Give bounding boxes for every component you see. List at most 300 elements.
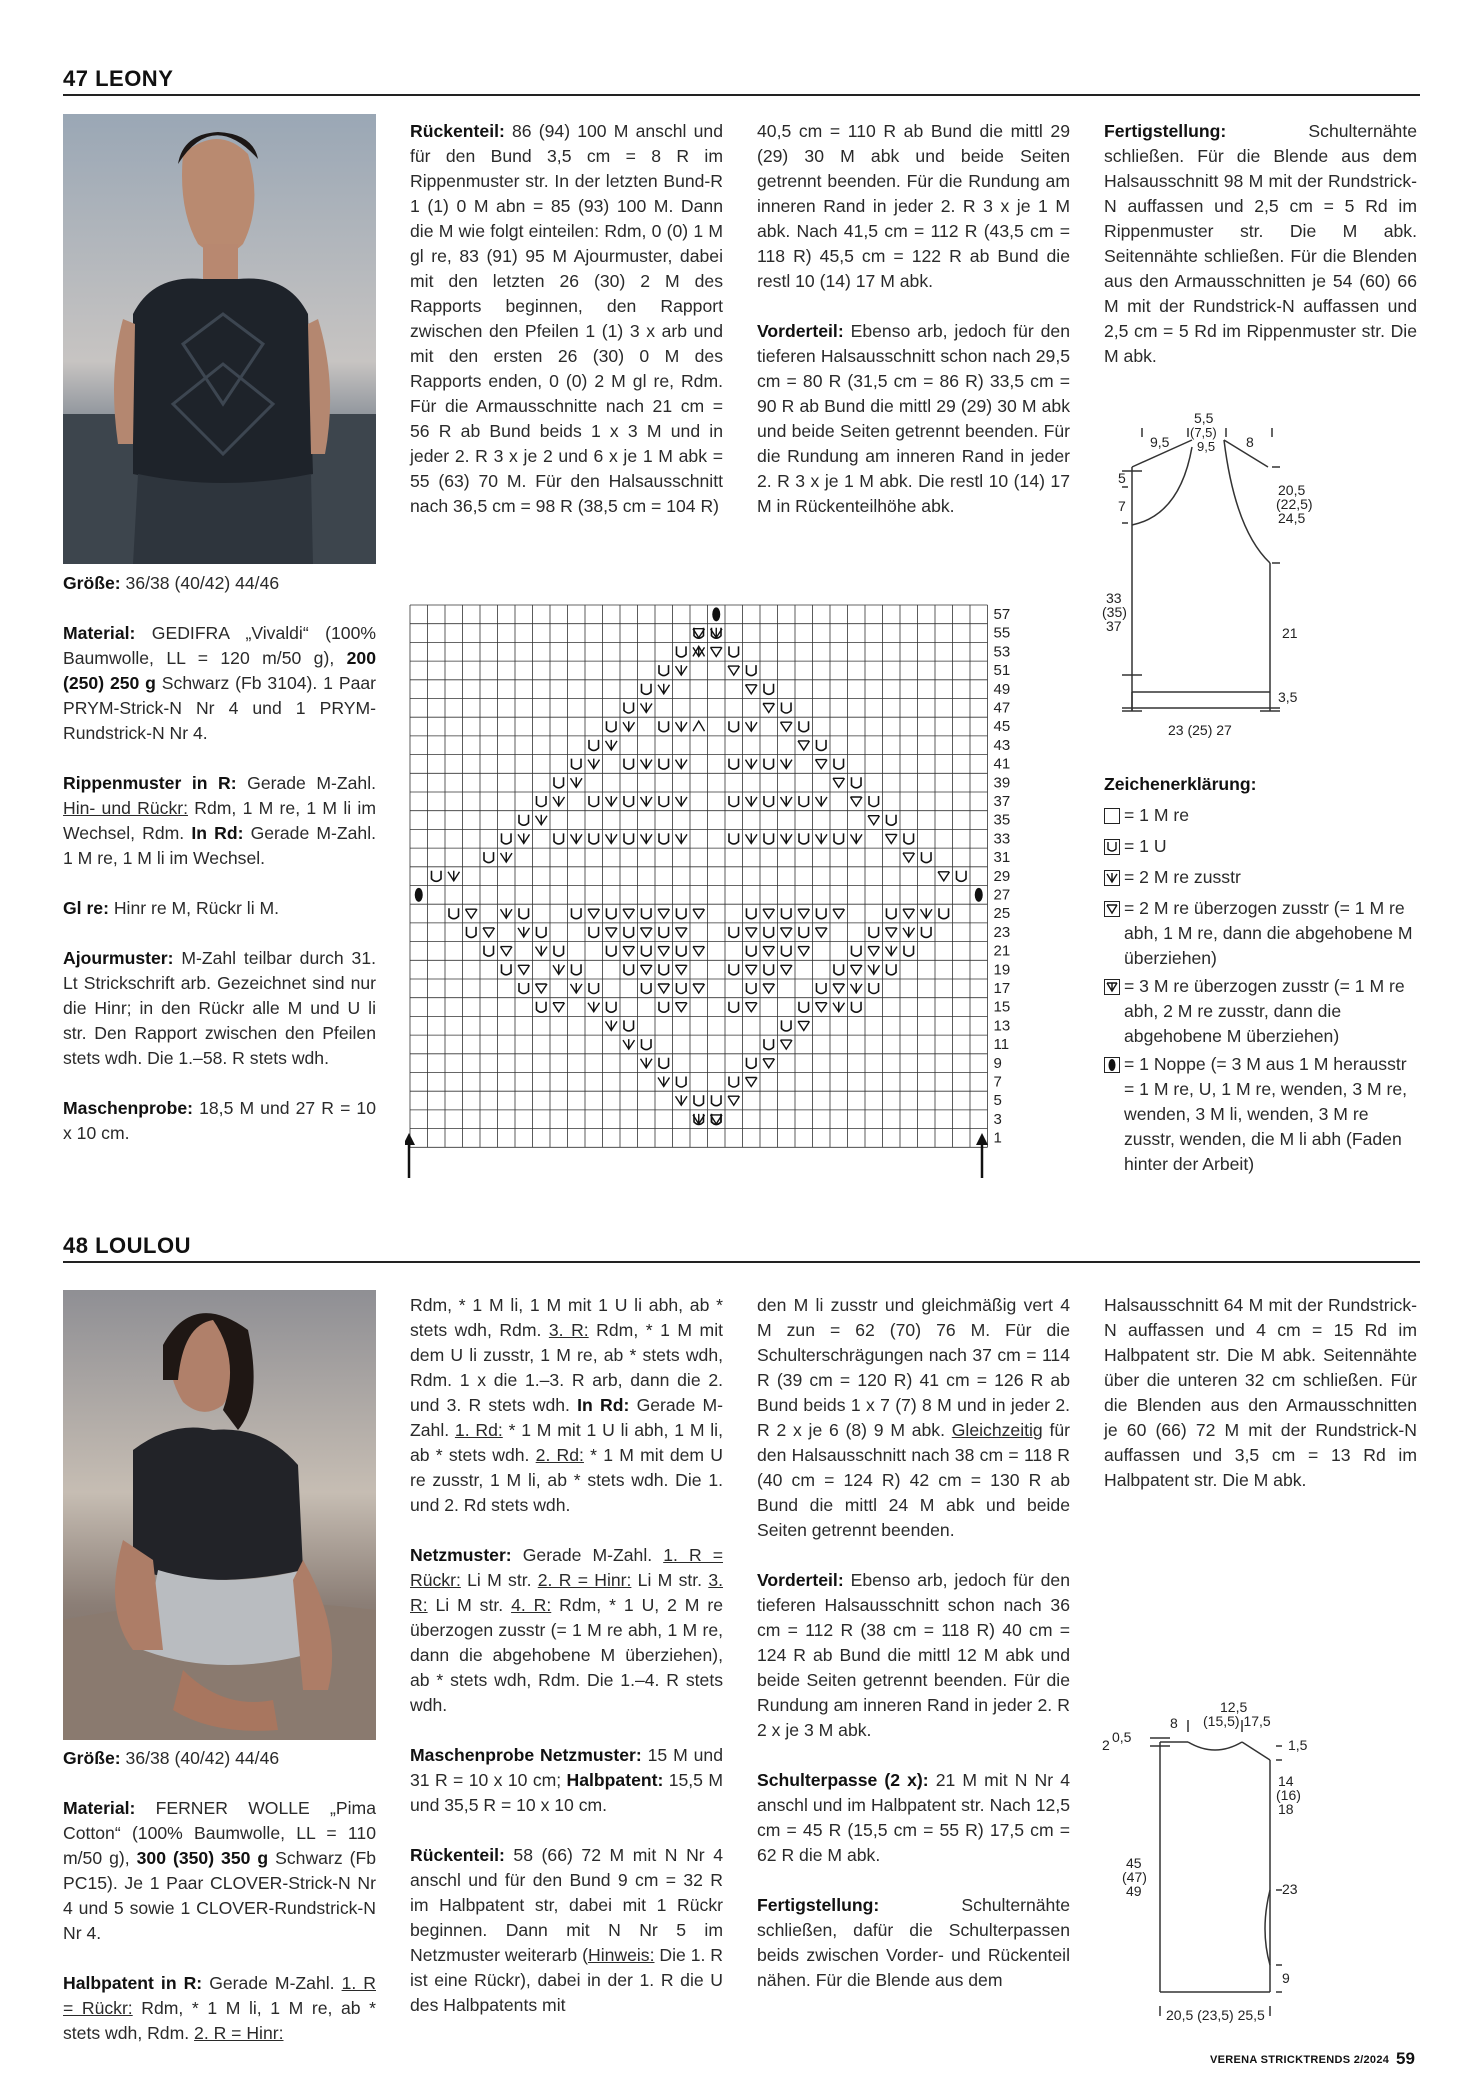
chart-symbol-R — [606, 796, 618, 806]
back-cont-48: den M li zusstr und gleichmäßig vert 4 M zun = 62 (70) 76 M. Für die Schulterschrägungen nach 37 cm = 114 R (39 cm = 120 R) 41 cm = 126 R ab Bund beids 1 x 7 (7) 8 M und in jeder 2. R 2 x je 6 (8) 9 M abk. — [757, 1295, 1070, 1440]
chart-symbol-U — [887, 908, 897, 919]
chart-symbol-U — [904, 946, 914, 957]
yoke-2: (15,5) 17,5 — [1203, 1713, 1271, 1729]
chart-symbol-R — [588, 1002, 600, 1012]
chart-symbol-U — [747, 908, 757, 919]
chart-symbol-L — [693, 909, 705, 918]
chart-symbol-B — [712, 607, 720, 621]
armhole-2: (22,5) — [1276, 496, 1313, 512]
chart-symbol-U — [624, 759, 634, 770]
neck-width-3: 9,5 — [1197, 439, 1216, 454]
chart-symbol-R — [781, 796, 793, 806]
chart-symbol-R — [746, 721, 758, 731]
chart-symbol-R — [781, 759, 793, 769]
chart-symbol-B — [415, 888, 423, 902]
chart-symbol-U — [782, 908, 792, 919]
legend-symbol-sk2p-icon — [1104, 974, 1124, 1002]
page-number: 59 — [1396, 2049, 1415, 2068]
chart-symbol-R — [816, 796, 828, 806]
chart-symbol-L — [536, 984, 548, 993]
chart-row-label: 35 — [993, 811, 1011, 829]
legend-row — [1104, 974, 1420, 1049]
material-label-48: Material: — [63, 1798, 136, 1818]
chart-symbol-U — [904, 833, 914, 844]
back-label-48: Rückenteil: — [410, 1845, 505, 1865]
chart-symbol-R — [536, 946, 548, 956]
len-3: 49 — [1126, 1883, 1142, 1899]
chart-symbol-U — [659, 964, 669, 975]
chart-symbol-R — [851, 983, 863, 993]
gauge-halfpatent: Halbpatent: — [566, 1770, 664, 1790]
chart-symbol-R — [623, 721, 635, 731]
legend-row — [1104, 865, 1420, 893]
legend-text: = 1 M re — [1124, 805, 1190, 825]
chart-row-label: 21 — [993, 942, 1011, 960]
ajour-label: Ajourmuster: — [63, 948, 174, 968]
chart-symbol-U — [624, 703, 634, 714]
rib-text-3: Gerade M-Zahl. 1 M re, 1 M li im Wechsel. — [63, 823, 377, 868]
chart-symbol-U — [607, 908, 617, 919]
chart-symbol-U — [764, 1039, 774, 1050]
schematic-loulou — [1100, 1690, 1340, 2030]
chart-symbol-R — [606, 740, 618, 750]
legend-text: = 1 U — [1124, 836, 1167, 856]
chart-symbol-U — [607, 946, 617, 957]
chart-symbol-U — [834, 759, 844, 770]
hp-in-rd: In Rd: — [577, 1395, 630, 1415]
halfpatent-label: Halbpatent in R: — [63, 1973, 203, 1993]
chart-symbol-U — [729, 1002, 739, 1013]
chart-symbol-U — [519, 908, 529, 919]
chart-symbol-L — [763, 909, 775, 918]
chart-symbol-U — [729, 646, 739, 657]
chart-symbol-R — [676, 721, 688, 731]
chart-symbol-L — [746, 928, 758, 937]
chart-symbol-R — [501, 852, 513, 862]
front-label-48: Vorderteil: — [757, 1570, 844, 1590]
chart-symbol-L — [641, 965, 653, 974]
net-text-3: Li M str. — [631, 1570, 709, 1590]
size-label-48: Größe: — [63, 1748, 121, 1768]
chart-symbol-L — [606, 928, 618, 937]
chart-symbol-U — [729, 1077, 739, 1088]
legend — [1104, 772, 1420, 1180]
chart-symbol-L — [781, 928, 793, 937]
chart-symbol-U — [712, 1095, 722, 1106]
width: 23 (25) 27 — [1168, 722, 1232, 738]
yoke-1: 12,5 — [1220, 1699, 1248, 1715]
hp-cont-5: * 1 M mit dem U re zusstr, 1 M li, ab * stets wdh. Die 1. und 2. Rd stets wdh. — [410, 1445, 723, 1515]
chart-symbol-R — [606, 833, 618, 843]
chart-symbol-U — [957, 871, 967, 882]
front-text: Ebenso arb, jedoch für den tieferen Halsausschnitt schon nach 29,5 cm = 80 R (31,5 cm = 86 R) 33,5 cm = 90 R ab Bund die mittl 29 (29) 30 M abk und beide Seiten getrennt beenden. Für die Rundung am inneren Rand in jeder 2. R 3 x je 1 M abk. Die restl 10 (14) 17 M in Rückenteilhöhe abk. — [757, 321, 1070, 516]
chart-symbol-L — [886, 834, 898, 843]
chart-symbol-L — [728, 1096, 740, 1105]
chart-row-label: 41 — [993, 755, 1011, 773]
middle-column-47 — [757, 119, 1070, 544]
chart-symbol-U — [852, 777, 862, 788]
chart-symbol-R — [676, 759, 688, 769]
side-3: 37 — [1106, 618, 1122, 634]
net-text-5: Rdm, * 1 U, 2 M re überzogen zusstr (= 1 M re abh, 1 M re, dann die abgehobene M überziehen), ab * stets wdh, Rdm. Die 1.–4. R stets wdh. — [410, 1595, 723, 1715]
chart-symbol-U — [747, 665, 757, 676]
chart-symbol-R — [903, 927, 915, 937]
pattern-47-title: 47 LEONY — [63, 66, 174, 91]
legend-text: = 2 M re zusstr — [1124, 867, 1241, 887]
chart-symbol-L — [798, 947, 810, 956]
chart-symbol-R — [588, 759, 600, 769]
chart-symbol-L — [676, 928, 688, 937]
chart-symbol-U — [659, 759, 669, 770]
legend-symbol-bobble-icon — [1104, 1052, 1124, 1080]
gauge-text: 18,5 M und 27 R = 10 x 10 cm. — [63, 1098, 376, 1143]
chart-symbol-U — [694, 1095, 704, 1106]
chart-symbol-R — [571, 833, 583, 843]
chart-symbol-L — [903, 853, 915, 862]
chart-grid — [410, 605, 988, 1147]
chart-symbol-R — [676, 833, 688, 843]
chart-symbol-R — [518, 833, 530, 843]
chart-symbol-R — [553, 796, 565, 806]
chart-row-label: 27 — [993, 886, 1011, 904]
finish-label: Fertigstellung: — [1104, 121, 1227, 141]
chart-symbol-U — [799, 796, 809, 807]
chart-symbol-U — [449, 908, 459, 919]
size-value: 36/38 (40/42) 44/46 — [120, 573, 280, 593]
chart-symbol-U — [572, 908, 582, 919]
chart-symbol-L — [623, 947, 635, 956]
chart-symbol-L — [746, 1078, 758, 1087]
chart-row-label: 29 — [993, 867, 1011, 885]
neck-drop-back: 5 — [1118, 470, 1126, 486]
chart-symbol-R — [448, 871, 460, 881]
chart-symbol-L — [501, 947, 513, 956]
model-photo-leony — [63, 114, 376, 564]
chart-symbol-U — [782, 1020, 792, 1031]
chart-symbol-R — [536, 815, 548, 825]
chart-symbol-U — [764, 684, 774, 695]
chart-symbol-L — [658, 984, 670, 993]
finish-column-48: Halsausschnitt 64 M mit der Rundstrick-N auffassen und 4 cm = 15 Rd im Halbpatent str. Die M abk. Seitennähte über die unteren 32 cm schließen. Für die Blenden aus den Armausschnitten je 60 (66) 72 M mit der Rundstrick-N auffassen und 3,5 cm = 13 Rd im Halbpatent str. Die M abk. — [1104, 1295, 1417, 1490]
chart-symbol-R — [676, 665, 688, 675]
material-amount: 200 (250) 250 g — [63, 648, 376, 693]
chart-row-label: 49 — [993, 680, 1011, 698]
legend-title: Zeichenerklärung: — [1104, 774, 1257, 794]
pattern-48-title: 48 LOULOU — [63, 1233, 191, 1258]
chart-symbol-L — [553, 1003, 565, 1012]
chart-symbol-R — [641, 1058, 653, 1068]
chart-symbol-R — [693, 646, 705, 656]
chart-symbol-U — [747, 983, 757, 994]
neck-width-2: (7,5) — [1190, 425, 1217, 440]
chart-symbol-U — [502, 964, 512, 975]
glre-text: Hinr re M, Rückr li M. — [108, 898, 280, 918]
chart-symbol-U — [677, 983, 687, 994]
chart-symbol-U — [799, 833, 809, 844]
chart-symbol-R — [833, 1002, 845, 1012]
yoke-label: Schulterpasse (2 x): — [757, 1770, 929, 1790]
chart-symbol-L — [763, 947, 775, 956]
chart-symbol-U — [922, 927, 932, 938]
gauge-label-48: Maschenprobe Netzmuster: — [410, 1745, 642, 1765]
chart-symbol-U — [659, 833, 669, 844]
legend-symbol-yo-icon — [1104, 834, 1124, 862]
left-column-48 — [63, 1746, 376, 2071]
chart-symbol-U — [624, 796, 634, 807]
finish-column-47 — [1104, 119, 1417, 369]
chart-symbol-L — [641, 928, 653, 937]
title-rule-2 — [63, 1261, 1420, 1263]
legend-row — [1104, 803, 1420, 831]
chart-symbol-L — [816, 928, 828, 937]
chart-symbol-U — [502, 833, 512, 844]
shoulder-left: 9,5 — [1150, 434, 1170, 450]
chart-symbol-L — [623, 909, 635, 918]
chart-symbol-L — [781, 965, 793, 974]
shoulder-drop: 1,5 — [1288, 1737, 1308, 1753]
armhole-1: 20,5 — [1278, 482, 1306, 498]
chart-symbol-U — [484, 946, 494, 957]
hp-cont-3: Gerade M-Zahl. — [410, 1395, 723, 1440]
len-2: (47) — [1122, 1869, 1147, 1885]
chart-row-label: 15 — [993, 998, 1011, 1016]
halfpatent-text-2: Rdm, * 1 M li, 1 M re, ab * stets wdh, Rdm. — [63, 1998, 376, 2043]
chart-row-label: 53 — [993, 643, 1011, 661]
net-text-2: Li M str. — [460, 1570, 538, 1590]
chart-symbol-L — [658, 909, 670, 918]
chart-symbol-U — [922, 852, 932, 863]
schematic-leony — [1100, 395, 1330, 755]
chart-symbol-L — [728, 666, 740, 675]
chart-symbol-L — [763, 704, 775, 713]
neck-left: 2 — [1102, 1737, 1110, 1753]
halfpatent-column-48 — [410, 1293, 723, 2043]
chart-symbol-R — [623, 1039, 635, 1049]
chart-symbol-U — [624, 964, 634, 975]
title-rule — [63, 94, 1420, 96]
chart-symbol-L — [781, 1040, 793, 1049]
hp-rd1: 1. Rd: — [454, 1420, 503, 1440]
chart-symbol-U — [834, 833, 844, 844]
chart-symbol-L — [938, 872, 950, 881]
side-48: 23 — [1282, 1881, 1298, 1897]
chart-symbol-U — [659, 665, 669, 676]
band: 3,5 — [1278, 689, 1298, 705]
chart-symbol-U — [554, 946, 564, 957]
net-text-1: Gerade M-Zahl. — [511, 1545, 664, 1565]
material-text-2: Schwarz (Fb 3104). 1 Paar PRYM-Strick-N Nr 4 und 1 PRYM-Rundstrick-N Nr 4. — [63, 673, 376, 743]
chart-symbol-U — [589, 927, 599, 938]
chart-row-label: 19 — [993, 961, 1011, 979]
chart-symbol-U — [782, 703, 792, 714]
material-text-48: FERNER WOLLE „Pima Cotton“ (100% Baumwolle, LL = 110 m/50 g), — [63, 1798, 376, 1868]
chart-symbol-U — [659, 796, 669, 807]
material-label: Material: — [63, 623, 136, 643]
chart-symbol-R — [746, 796, 758, 806]
rib-underline: Hin- und Rückr: — [63, 798, 188, 818]
chart-symbol-U — [642, 946, 652, 957]
chart-symbol-U — [799, 927, 809, 938]
chart-symbol-L — [763, 984, 775, 993]
chart-symbol-U — [572, 964, 582, 975]
chart-symbol-R — [641, 796, 653, 806]
chart-symbol-U — [747, 1058, 757, 1069]
chart-symbol-L — [746, 1003, 758, 1012]
chart-symbol-U — [624, 833, 634, 844]
chart-symbol-U — [729, 833, 739, 844]
back-label: Rückenteil: — [410, 121, 505, 141]
chart-symbol-U — [729, 721, 739, 732]
net-r4: 4. R: — [511, 1595, 552, 1615]
chart-symbol-U — [869, 796, 879, 807]
chart-symbol-U — [764, 927, 774, 938]
chart-symbol-R — [641, 833, 653, 843]
rib-label: Rippenmuster in R: — [63, 773, 237, 793]
chart-symbol-R — [746, 833, 758, 843]
back-cont-48-2: für den Halsausschnitt nach 38 cm = 118 R (40 cm = 124 R) 42 cm = 130 R ab Bund die mittl 24 M abk und beide Seiten getrennt beenden. — [757, 1420, 1070, 1540]
legend-row — [1104, 1052, 1420, 1177]
chart-symbol-L — [693, 984, 705, 993]
hp-cont-1: Rdm, * 1 M li, 1 M mit 1 U li abh, ab * stets wdh, Rdm. — [410, 1295, 723, 1340]
chart-symbol-U — [589, 833, 599, 844]
rib-text: Gerade M-Zahl. — [236, 773, 377, 793]
chart-symbol-U — [659, 1058, 669, 1069]
chart-row-label: 23 — [993, 923, 1011, 941]
halfpatent-r1: 1. R = Rückr: — [63, 1973, 376, 2018]
chart-row-label: 57 — [993, 606, 1011, 623]
chart-row-label: 25 — [993, 905, 1011, 923]
chart-symbol-L — [886, 928, 898, 937]
side-2: (35) — [1102, 604, 1127, 620]
arm-1: 14 — [1278, 1773, 1294, 1789]
chart-symbol-R — [501, 908, 513, 918]
chart-symbol-R — [921, 908, 933, 918]
chart-symbol-U — [642, 908, 652, 919]
lower-side: 21 — [1282, 625, 1298, 641]
chart-symbol-R — [676, 796, 688, 806]
chart-symbol-U — [537, 1002, 547, 1013]
chart-symbol-L — [798, 741, 810, 750]
chart-symbol-U — [799, 721, 809, 732]
chart-symbol-U — [624, 927, 634, 938]
chart-symbol-U — [869, 927, 879, 938]
chart-row-label: 5 — [993, 1092, 1002, 1110]
neck-drop-front: 7 — [1118, 498, 1126, 514]
legend-symbol-k2tog-icon — [1104, 865, 1124, 893]
chart-symbol-R — [606, 1020, 618, 1030]
chart-symbol-U — [817, 908, 827, 919]
front-label: Vorderteil: — [757, 321, 844, 341]
chart-symbol-L — [676, 965, 688, 974]
chart-symbol-L — [798, 909, 810, 918]
hp-cont-2: Rdm, * 1 M mit dem U li zusstr, 1 M re, ab * stets wdh, Rdm. 1 x die 1.–3. R arb, dann die 2. und 3. R stets wdh. — [410, 1320, 723, 1415]
chart-symbol-L — [746, 685, 758, 694]
chart-symbol-L — [868, 947, 880, 956]
material-amount-48: 300 (350) 350 g — [136, 1848, 269, 1868]
chart-symbol-U — [817, 983, 827, 994]
chart-symbol-U — [869, 983, 879, 994]
chart-symbol-B — [975, 888, 983, 902]
chart-symbol-U — [852, 946, 862, 957]
chart-symbol-R — [641, 759, 653, 769]
chart-symbol-U — [677, 946, 687, 957]
chart-row-label: 37 — [993, 793, 1011, 810]
model-photo-loulou — [63, 1290, 376, 1740]
chart-symbol-L — [763, 1059, 775, 1068]
chart-symbol-U — [642, 684, 652, 695]
chart-row-label: 47 — [993, 699, 1011, 717]
chart-row-labels — [994, 606, 1011, 1147]
chart-symbol-L — [466, 909, 478, 918]
size-value-48: 36/38 (40/42) 44/46 — [120, 1748, 280, 1768]
hp-rd2: 2. Rd: — [535, 1445, 584, 1465]
chart-symbol-L — [851, 797, 863, 806]
chart-symbol-U — [589, 983, 599, 994]
chart-symbol-U — [607, 721, 617, 732]
chart-symbol-U — [677, 908, 687, 919]
size-label: Größe: — [63, 573, 121, 593]
material-text: GEDIFRA „Vivaldi“ (100% Baumwolle, LL = 120 m/50 g), — [63, 623, 376, 668]
legend-row — [1104, 834, 1420, 862]
side-1: 33 — [1106, 590, 1122, 606]
chart-symbol-U — [519, 983, 529, 994]
chart-symbol-R — [518, 927, 530, 937]
chart-symbol-L — [693, 947, 705, 956]
armhole-3: 24,5 — [1278, 510, 1306, 526]
chart-symbol-R — [868, 964, 880, 974]
chart-symbol-U — [659, 721, 669, 732]
chart-symbol-U — [834, 964, 844, 975]
glre-label: Gl re: — [63, 898, 109, 918]
chart-symbol-L — [711, 647, 723, 656]
chart-symbol-L — [833, 984, 845, 993]
net-r1: 1. R = Rückr: — [410, 1545, 723, 1590]
arm-2: (16) — [1276, 1787, 1301, 1803]
chart-symbol-U — [764, 833, 774, 844]
legend-text: = 3 M re überzogen zusstr (= 1 M re abh, 2 M re zusstr, dann die abgehobene M überziehen) — [1124, 976, 1405, 1046]
chart-symbol-R — [641, 703, 653, 713]
width-48: 20,5 (23,5) 25,5 — [1166, 2007, 1265, 2023]
hp-cont-4: * 1 M mit 1 U li abh, 1 M li, ab * stets wdh. — [410, 1420, 723, 1465]
chart-symbol-U — [537, 927, 547, 938]
back-text: 86 (94) 100 M anschl und für den Bund 3,5 cm = 8 R im Rippenmuster str. In der letzten Bund-R 1 (1) 0 M abn = 85 (93) 100 M. Dann die M wie folgt einteilen: Rdm, 0 (0) 1 M gl re, 83 (91) 95 M Ajourmuster, dabei mit den letzten 26 (30) 2 M des Rapports beginnen, den Rapport zwischen den Pfeilen 1 (1) 3 x arb und mit den ersten 26 (30) 0 M des Rapports enden, 0 (0) 2 M gl re, Rdm. Für die Armausschnitte nach 21 cm = 56 R ab Bund beids 1 x 3 M und in jeder 2. R 3 x je 2 und 6 x je 1 M abk = 55 (63) 70 M. Für den Halsausschnitt nach 36,5 cm = 98 R (38,5 cm = 104 R) — [410, 121, 723, 516]
chart-symbol-L — [903, 909, 915, 918]
chart-symbol-L — [518, 965, 530, 974]
chart-symbol-R — [658, 684, 670, 694]
chart-symbol-L — [658, 947, 670, 956]
chart-symbol-U — [677, 646, 687, 657]
chart-symbol-U — [537, 796, 547, 807]
chart-symbol-U — [642, 983, 652, 994]
shoulder-48: 8 — [1170, 1715, 1178, 1731]
chart-symbol-U — [467, 927, 477, 938]
halfpatent-r2: 2. R = Hinr: — [194, 2023, 284, 2043]
chart-row-label: 13 — [993, 1017, 1011, 1035]
legend-rows — [1104, 803, 1420, 1177]
back-gleichzeitig: Gleichzeitig — [951, 1420, 1043, 1440]
chart-symbol-R — [816, 833, 828, 843]
chart-symbol-U — [677, 1077, 687, 1088]
chart-symbol-U — [589, 740, 599, 751]
chart-symbol-U — [782, 946, 792, 957]
chart-symbol-U — [642, 1039, 652, 1050]
material-text-48-2: Schwarz (Fb PC15). Je 1 Paar CLOVER-Strick-N Nr 4 und 5 sowie 1 CLOVER-Rundstrick-N Nr 4. — [63, 1848, 376, 1943]
gauge-text-48-2: 15,5 M und 35,5 R = 10 x 10 cm. — [410, 1770, 723, 1815]
chart-symbol-R — [553, 964, 565, 974]
chart-row-label: 3 — [993, 1110, 1002, 1128]
rib-text-2: Rdm, 1 M re, 1 M li im Wechsel, Rdm. — [63, 798, 376, 843]
net-label: Netzmuster: — [410, 1545, 512, 1565]
